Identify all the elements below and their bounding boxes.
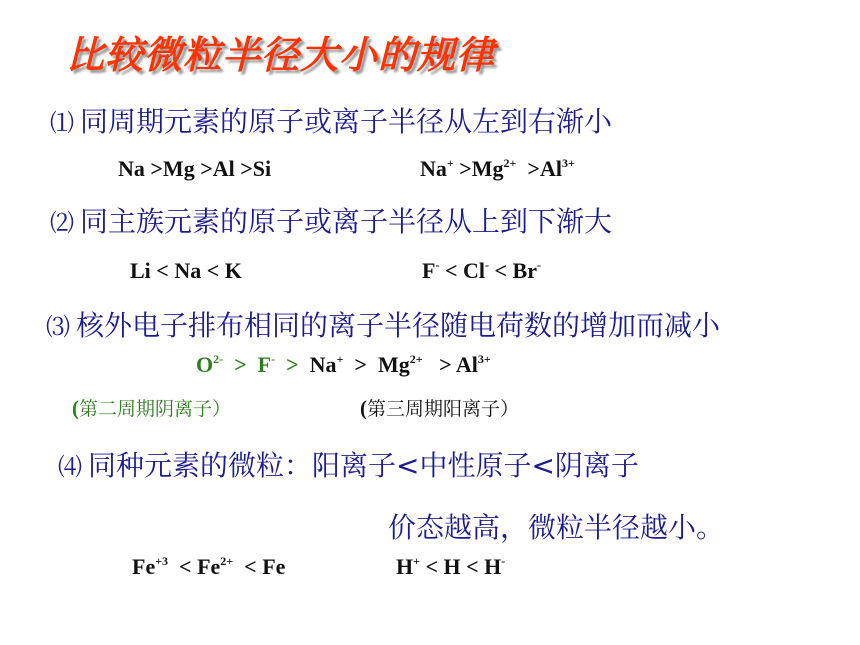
comparison-operator: > (516, 156, 540, 181)
species-symbol: H (396, 554, 414, 579)
example-hydrogen-species (396, 554, 505, 580)
rule-2 (50, 200, 612, 240)
example-group-atoms: Li < Na < K (130, 258, 242, 283)
charge-superscript: - (271, 352, 276, 366)
species-symbol: Mg (471, 156, 504, 181)
species-term (378, 352, 456, 377)
species-term (396, 554, 484, 579)
charge-superscript: - (435, 258, 440, 272)
species-symbol: Na (309, 352, 337, 377)
charge-superscript: + (446, 156, 454, 170)
note-paren: ( (72, 396, 79, 420)
rule-1 (50, 100, 612, 140)
comparison-operator: < (489, 258, 513, 283)
species-term (258, 352, 310, 377)
charge-superscript: + (413, 554, 420, 568)
charge-superscript: 3+ (477, 352, 491, 366)
species-term (197, 554, 262, 579)
comparison-operator: > (453, 156, 472, 181)
species-symbol: Fe (262, 554, 286, 579)
comparison-operator: < (439, 258, 463, 283)
note-text: 第三周期阳离子） (367, 398, 520, 420)
species-term (262, 554, 285, 579)
slide-title: 比较微粒半径大小的规律 (66, 33, 496, 77)
rule-text: 同周期元素的原子或离子半径从左到右渐小 (80, 105, 613, 138)
species-term (540, 156, 575, 181)
note-period2-anions (72, 394, 231, 421)
example-period-atoms: Na >Mg >Al >Si (118, 156, 272, 181)
species-symbol: H (484, 554, 502, 579)
rule-number: ⑵ (50, 209, 74, 237)
charge-superscript: 2+ (503, 156, 517, 170)
charge-superscript: 3+ (561, 156, 575, 170)
example-period-ions (420, 156, 575, 182)
comparison-operator: > (422, 352, 456, 377)
species-symbol: Al (455, 352, 478, 377)
species-symbol: Na (420, 156, 447, 181)
charge-superscript: - (501, 554, 506, 568)
rule-text: 核外电子排布相同的离子半径随电荷数的增加而减小 (76, 309, 721, 342)
comparison-operator: > (275, 352, 310, 377)
species-term (472, 156, 540, 181)
rule-4-continuation: 价态越高，微粒半径越小。 (388, 511, 725, 544)
rule-text: 同主族元素的原子或离子半径从上到下渐大 (80, 205, 613, 238)
rule-4 (58, 444, 639, 484)
example-iron-species (132, 554, 285, 580)
species-symbol: Fe (132, 554, 156, 579)
comparison-operator: > (343, 352, 378, 377)
comparison-operator: < (233, 554, 263, 579)
note-paren: ( (360, 396, 367, 420)
rule-3 (46, 304, 720, 344)
species-symbol: Mg (377, 352, 410, 377)
charge-superscript: 2+ (409, 352, 423, 366)
comparison-operator: < (168, 554, 198, 579)
example-isoelectronic-ions (196, 352, 491, 378)
species-symbol: Br (512, 258, 537, 283)
comparison-operator: < H < (419, 554, 485, 579)
species-term (420, 156, 472, 181)
species-symbol: O (196, 352, 214, 377)
charge-superscript: 2+ (220, 554, 234, 568)
rule-number: ⑷ (58, 453, 82, 481)
charge-superscript: - (485, 258, 489, 272)
charge-superscript: +3 (155, 554, 169, 568)
species-term (484, 554, 505, 579)
species-term (463, 258, 513, 283)
species-symbol: F (422, 258, 436, 283)
species-symbol: F (257, 352, 272, 377)
example-group-ions (422, 258, 541, 284)
rule-number: ⑶ (46, 313, 70, 341)
species-term (132, 554, 197, 579)
species-symbol: Fe (197, 554, 221, 579)
species-term (513, 258, 541, 283)
note-text: 第二周期阴离子） (79, 398, 232, 420)
comparison-operator: > (223, 352, 258, 377)
charge-superscript: - (537, 258, 541, 272)
note-period3-cations (360, 394, 519, 421)
species-symbol: Al (539, 156, 562, 181)
species-term (422, 258, 463, 283)
species-term (310, 352, 378, 377)
rule-number: ⑴ (50, 109, 74, 137)
species-term (456, 352, 491, 377)
rule-text: 同种元素的微粒：阳离子<中性原子<阴离子 (88, 449, 639, 482)
charge-superscript: + (336, 352, 344, 366)
species-term (196, 352, 258, 377)
charge-superscript: 2- (213, 352, 224, 366)
species-symbol: Cl (463, 258, 485, 283)
